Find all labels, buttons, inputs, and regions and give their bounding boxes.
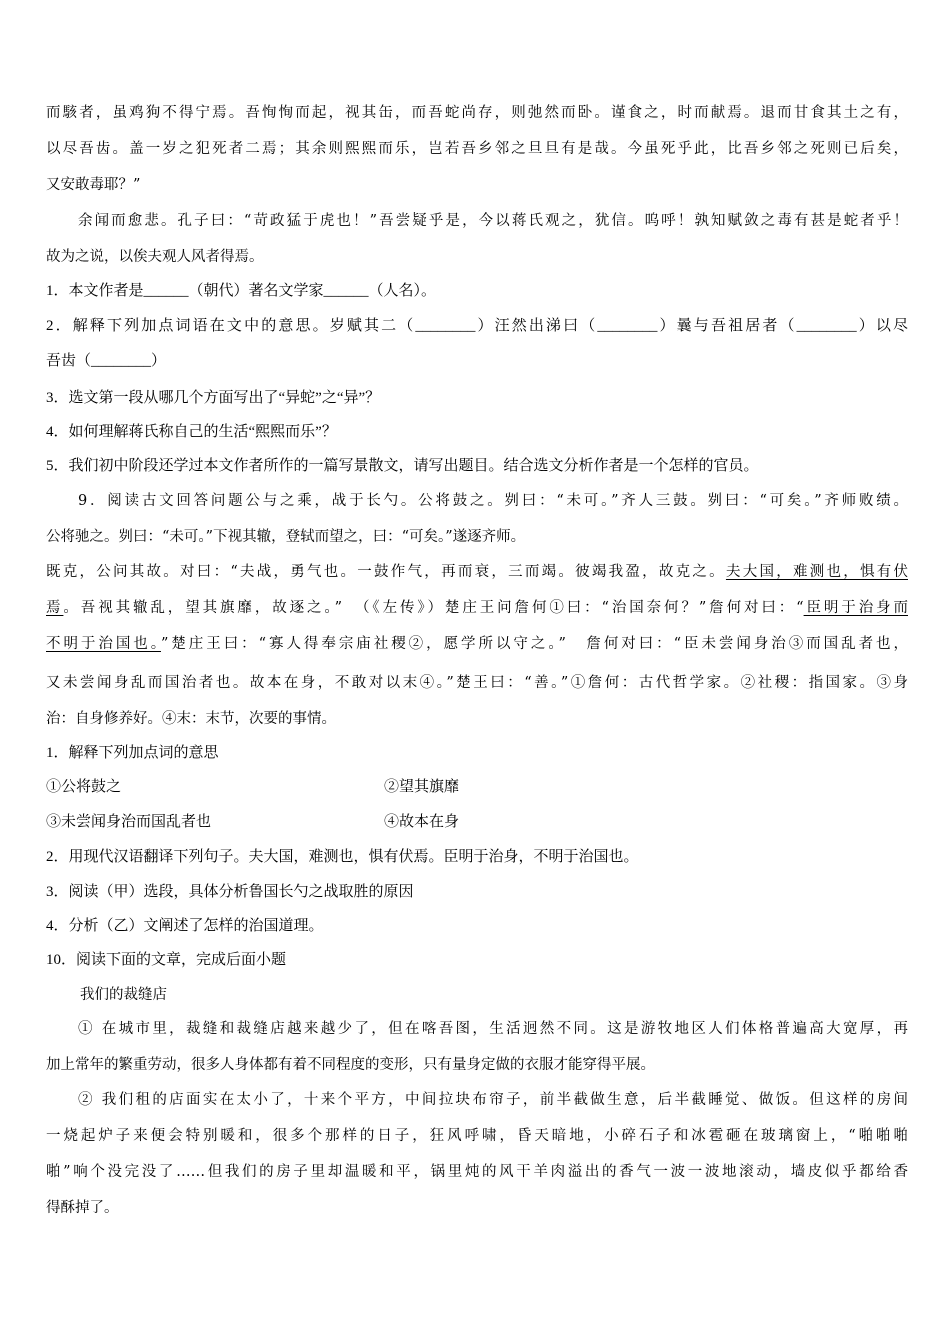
article-paragraph-line: ② 我们租的店面实在太小了，十来个平方，中间拉块布帘子，前半截做生意，后半截睡觉、做饭。但这样的房间	[78, 1092, 908, 1108]
passage1-line: 故为之说，以俟夫观人风者得焉。	[46, 249, 264, 265]
question-item: 1．本文作者是______（朝代）著名文学家______（人名）。	[46, 283, 437, 299]
article-paragraph-line: ① 在城市里，裁缝和裁缝店越来越少了，但在喀吾图，生活迥然不同。这是游牧地区人们体格普遍高大宽厚，再	[78, 1021, 908, 1037]
underlined-sentence: 焉	[46, 600, 64, 616]
passage1-line: 以尽吾齿。盖一岁之犯死者二焉；其余则熙熙而乐，岂若吾乡邻之旦旦有是哉。今虽死乎此，比吾乡邻之死则已后矣，	[46, 141, 908, 157]
option-b: ②望其旗靡	[384, 779, 460, 795]
passage2-text: 。吾视其辙乱，望其旗靡，故逐之。” （《左传》）楚庄王问詹何①曰：“治国奈何？”詹何对曰：“	[63, 600, 804, 616]
article-paragraph-line: 得酥掉了。	[46, 1200, 119, 1216]
option-d: ④故本在身	[384, 814, 460, 830]
question-heading: 9．阅读古文回答问题公与之乘，战于长勺。公将鼓之。刿曰：“未可。”齐人三鼓。刿曰：“可矣。”齐师败绩。	[78, 493, 908, 509]
passage2-text: ”楚庄王曰：“寡人得奉宗庙社稷②，愿学所以守之。” 詹何对曰：“臣未尝闻身治③而国乱者也，	[160, 636, 908, 652]
passage1-line: 而駭者，虽鸡狗不得宁焉。吾恂恂而起，视其缶，而吾蛇尚存，则弛然而卧。谨食之，时而献焉。退而甘食其土之有，	[46, 105, 908, 121]
question-item: 4．如何理解蒋氏称自己的生活“熙熙而乐”？	[46, 424, 337, 440]
article-title: 我们的裁缝店	[80, 987, 167, 1003]
question-item: 2．用现代汉语翻译下列句子。夫大国，难测也，惧有伏焉。臣明于治身，不明于治国也。	[46, 849, 639, 865]
passage1-line: 余闻而愈悲。孔子曰：“苛政猛于虎也！”吾尝疑乎是，今以蒋氏观之，犹信。呜呼！孰知赋敛之毒有甚是蛇者乎！	[78, 213, 908, 229]
question-item: 2．解释下列加点词语在文中的意思。岁赋其二（________）汪然出涕曰（________）曩与吾祖居者（________）以尽	[46, 318, 908, 334]
question-item: 5．我们初中阶段还学过本文作者所作的一篇写景散文，请写出题目。结合选文分析作者是一个怎样的官员。	[46, 458, 759, 474]
passage2-line: 治：自身修养好。④末：末节，次要的事情。	[46, 711, 336, 727]
question-item: 3．阅读（甲）选段，具体分析鲁国长勺之战取胜的原因	[46, 884, 414, 900]
question-item: 1．解释下列加点词的意思	[46, 745, 219, 761]
option-a: ①公将鼓之	[46, 779, 122, 795]
article-paragraph-line: 啪”响个没完没了……但我们的房子里却温暖和平，锅里炖的风干羊肉溢出的香气一波一波地滚动，墙皮似乎都给香	[46, 1164, 908, 1180]
underlined-sentence: 夫大国，难测也，惧有伏	[725, 564, 908, 580]
article-paragraph-line: 加上常年的繁重劳动，很多人身体都有着不同程度的变形，只有量身定做的衣服才能穿得平展。	[46, 1057, 655, 1073]
passage2-line: 又未尝闻身乱而国治者也。故本在身，不敢对以末④。”楚王曰：“善。”①詹何：古代哲学家。②社稷：指国家。③身	[46, 675, 908, 691]
question-item: 吾齿（________）	[46, 353, 167, 369]
passage1-line: 又安敢毒耶？”	[46, 177, 141, 193]
article-paragraph-line: 一烧起炉子来便会特别暖和，很多个那样的日子，狂风呼啸，昏天暗地，小碎石子和冰雹砸在玻璃窗上，“啪啪啪	[46, 1128, 908, 1144]
underlined-sentence: 臣明于治身而	[803, 600, 908, 616]
passage2-line	[46, 560, 908, 584]
underlined-sentence: 不明于治国也。	[46, 636, 161, 652]
question-item: 3．选文第一段从哪几个方面写出了“异蛇”之“异”？	[46, 390, 381, 406]
passage2-line	[46, 596, 908, 620]
question-item: 4．分析（乙）文阐述了怎样的治国道理。	[46, 918, 324, 934]
passage2-text: 既克，公问其故。对曰：“夫战，勇气也。一鼓作气，再而衰，三而竭。彼竭我盈，故克之。	[46, 564, 726, 580]
options-row	[46, 775, 908, 799]
option-c: ③未尝闻身治而国乱者也	[46, 814, 212, 830]
passage2-line	[46, 632, 908, 656]
passage2-line: 公将驰之。刿曰：“未可。”下视其辙，登轼而望之，曰：“可矣。”遂逐齐师。	[46, 529, 526, 545]
question-heading: 10．阅读下面的文章，完成后面小题	[46, 952, 287, 968]
options-row	[46, 810, 908, 834]
